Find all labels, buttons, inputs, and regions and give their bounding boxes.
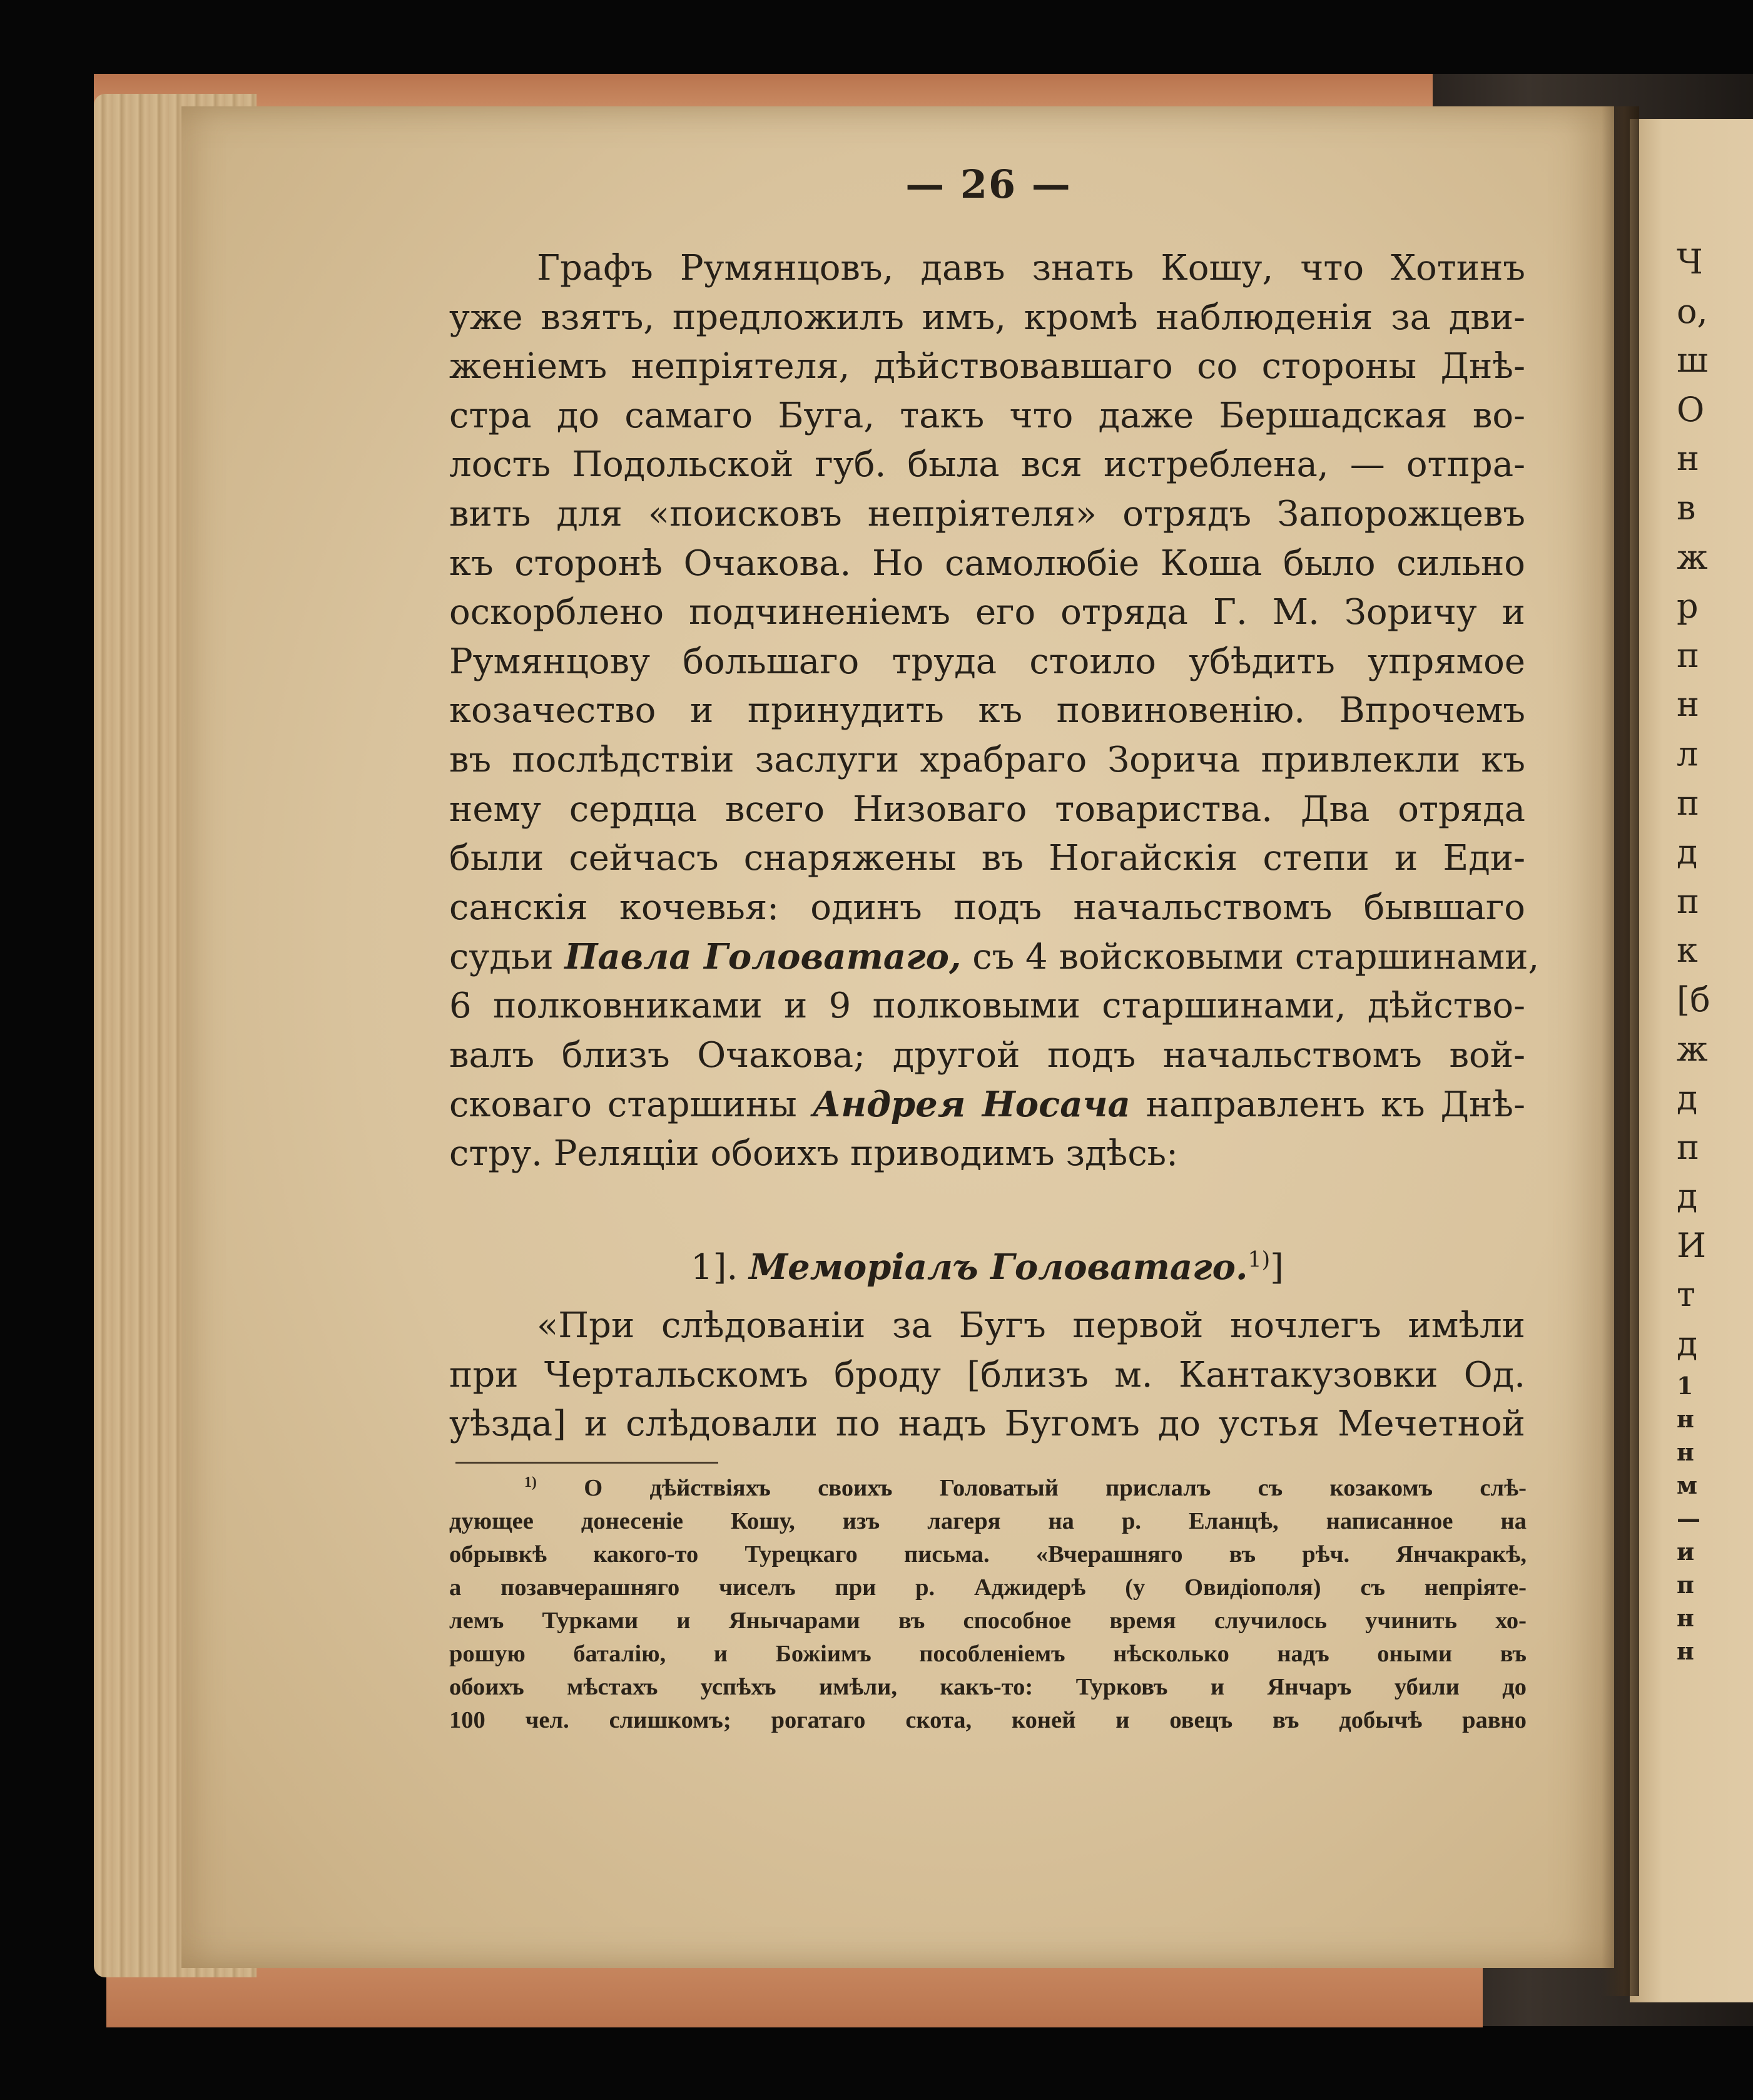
- facing-page-footnote-line: 1: [1677, 1371, 1694, 1400]
- facing-page-line: Ч: [1677, 242, 1703, 282]
- facing-page-line: п: [1677, 881, 1699, 921]
- facing-page-footnote-line: н: [1677, 1404, 1694, 1433]
- facing-page-line: И: [1677, 1225, 1707, 1265]
- footnote-line: 100 чел. слишкомъ; рогатаго скота, коней и овецъ въ добычѣ равно: [449, 1707, 1527, 1733]
- text-line: козачество и принудить къ повиновенію. Впрочемъ: [449, 690, 1525, 731]
- facing-page-line: ж: [1677, 537, 1708, 577]
- main-paragraph: [449, 244, 1540, 1178]
- facing-page-line: п: [1677, 783, 1699, 823]
- facing-page-line: [б: [1677, 979, 1710, 1019]
- section-bracket: ]: [1270, 1247, 1284, 1288]
- facing-page-line: д: [1677, 1078, 1698, 1118]
- footnote: [449, 1472, 1527, 1737]
- footnote-line: лемъ Турками и Янычарами въ способное время случилось учинить хо-: [449, 1608, 1527, 1634]
- memorial-paragraph: [449, 1302, 1525, 1449]
- footnote-line: рошую баталію, и Божіимъ пособленіемъ нѣсколько надъ оными въ: [449, 1641, 1527, 1667]
- text-segment: сковаго старшины: [449, 1084, 813, 1126]
- facing-page-footnote-line: и: [1677, 1537, 1695, 1566]
- text-line: стру. Реляціи обоихъ приводимъ здѣсь:: [449, 1133, 1179, 1174]
- person-name-italic: Павла Головатаго,: [564, 936, 962, 978]
- facing-page-footnote-line: —: [1677, 1504, 1700, 1532]
- facing-page-line: ш: [1677, 340, 1709, 380]
- facing-page-line: д: [1677, 1176, 1698, 1216]
- facing-page-line: н: [1677, 439, 1699, 479]
- facing-page-line: О: [1677, 389, 1705, 429]
- text-line: уѣзда] и слѣдовали по надъ Бугомъ до устья Мечетной: [449, 1404, 1525, 1445]
- footnote-line: а позавчерашняго чиселъ при р. Аджидерѣ (у Овидіополя) съ непріяте-: [449, 1574, 1527, 1601]
- facing-page-line: в: [1677, 487, 1696, 528]
- section-title: Меморіалъ Головатаго.: [749, 1246, 1248, 1288]
- facing-page-line: п: [1677, 635, 1699, 675]
- footnote-text: О дѣйствіяхъ своихъ Головатый прислалъ съ козакомъ слѣ-: [584, 1475, 1527, 1501]
- text-line: вить для «поисковъ непріятеля» отрядъ Запорожцевъ: [449, 493, 1525, 534]
- facing-page-line: д: [1677, 1324, 1698, 1364]
- text-line: санскія кочевья: одинъ подъ начальствомъ бывшаго: [449, 887, 1525, 928]
- text-line: Румянцову большаго труда стоило убѣдить упрямое: [449, 641, 1525, 682]
- text-line: валъ близъ Очакова; другой подъ начальствомъ вой-: [449, 1034, 1525, 1076]
- facing-page-line: к: [1677, 930, 1698, 971]
- person-name-italic: Андрея Носача: [812, 1084, 1131, 1126]
- facing-page-line: н: [1677, 685, 1699, 725]
- facing-page-line: п: [1677, 1127, 1699, 1167]
- facing-page-footnote-line: н: [1677, 1603, 1694, 1632]
- facing-page-line: ж: [1677, 1029, 1708, 1069]
- text-line: оскорблено подчиненіемъ его отряда Г. М. Зоричу и: [449, 592, 1525, 633]
- facing-page-line: л: [1677, 733, 1699, 773]
- text-line: стра до самаго Буга, такъ что даже Бершадская во-: [449, 395, 1525, 436]
- text-line: при Чертальскомъ броду [близъ м. Кантакузовки Од.: [449, 1354, 1525, 1395]
- text-line: Графъ Румянцовъ, давъ знать Кошу, что Хотинъ: [537, 248, 1525, 288]
- text-line: нему сердца всего Низоваго товариства. Два отряда: [449, 788, 1525, 830]
- facing-page-footnote-line: н: [1677, 1636, 1694, 1665]
- facing-page-footnote-line: м: [1677, 1471, 1698, 1499]
- text-line: уже взятъ, предложилъ имъ, кромѣ наблюденія за дви-: [449, 297, 1525, 338]
- text-line: [449, 932, 1540, 982]
- text-line: были сейчасъ снаряжены въ Ногайскія степи и Еди-: [449, 838, 1525, 879]
- footnote-line: [449, 1472, 1527, 1505]
- text-line: къ сторонѣ Очакова. Но самолюбіе Коша было сильно: [449, 543, 1525, 584]
- facing-page-line: т: [1677, 1275, 1695, 1315]
- footnote-separator: [455, 1462, 718, 1464]
- text-line: 6 полковниками и 9 полковыми старшинами, дѣйство-: [449, 985, 1525, 1026]
- section-number: 1].: [690, 1247, 738, 1288]
- section-heading: [449, 1239, 1525, 1295]
- footnote-line: обоихъ мѣстахъ успѣхъ имѣли, какъ-то: Турковъ и Янчаръ убили до: [449, 1674, 1527, 1700]
- facing-page-footnote-line: п: [1677, 1570, 1694, 1599]
- text-line: лость Подольской губ. была вся истреблена, — отпра-: [449, 444, 1525, 486]
- footnote-line: обрывкѣ какого-то Турецкаго письма. «Вчерашняго въ рѣч. Янчакракѣ,: [449, 1541, 1527, 1567]
- facing-page-line: р: [1677, 586, 1699, 626]
- text-segment: съ 4 войсковыми старшинами,: [961, 937, 1540, 978]
- page-gutter-shadow: [1602, 106, 1639, 1996]
- facing-page-line: о,: [1677, 291, 1708, 331]
- text-segment: направленъ къ Днѣ-: [1130, 1084, 1525, 1126]
- text-line: въ послѣдствіи заслуги храбраго Зорича привлекли къ: [449, 739, 1525, 780]
- facing-page-footnote-line: н: [1677, 1437, 1694, 1466]
- facing-page-text: [1677, 238, 1752, 1668]
- text-segment: судьи: [449, 937, 565, 978]
- footnote-ref: 1): [1247, 1247, 1271, 1273]
- page-number: — 26 —: [905, 161, 1072, 207]
- footnote-mark: 1): [524, 1474, 537, 1491]
- facing-page-line: д: [1677, 832, 1698, 872]
- text-line: [449, 1080, 1525, 1129]
- text-line: «При слѣдованіи за Бугъ первой ночлегъ имѣли: [537, 1305, 1525, 1346]
- text-line: женіемъ непріятеля, дѣйствовавшаго со стороны Днѣ-: [449, 346, 1525, 387]
- footnote-line: дующее донесеніе Кошу, изъ лагеря на р. Еланцѣ, написанное на: [449, 1508, 1527, 1534]
